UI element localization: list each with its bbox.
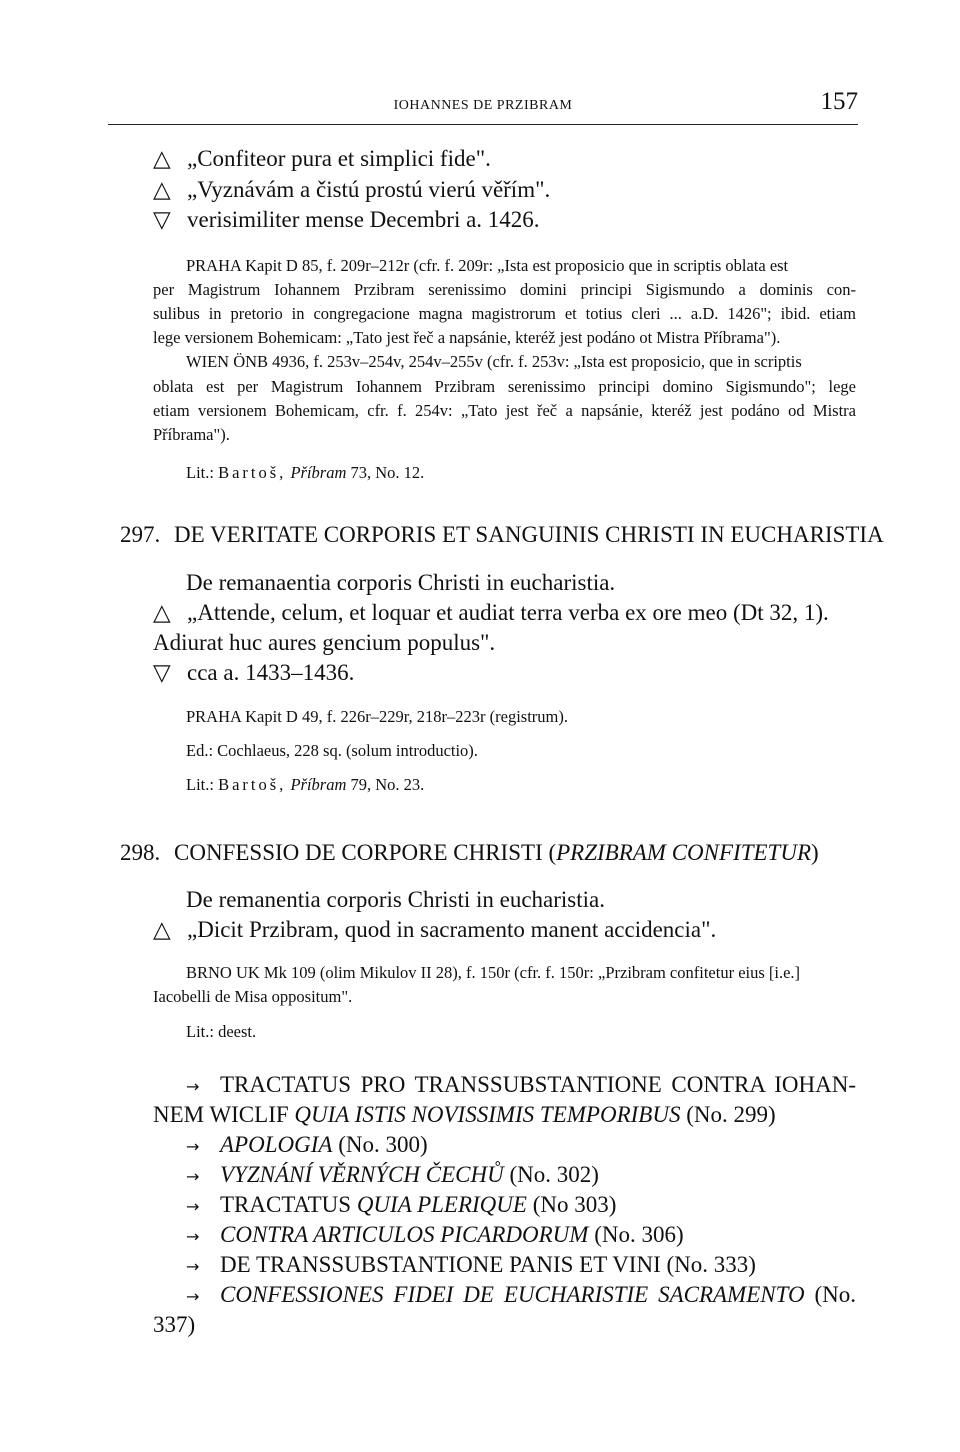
entry-subtitle: De remanaentia corporis Christi in eucharistia. bbox=[186, 570, 616, 595]
incipit-triangle-icon: △ bbox=[153, 177, 171, 202]
explicit-text: cca a. 1433–1436. bbox=[187, 660, 355, 685]
edition-line: Ed.: Cochlaeus, 228 sq. (solum introductio). bbox=[186, 741, 478, 760]
manuscript-line: per Magistrum Iohannem Przibram serenissimo domini principi Sigismundo a dominis con- bbox=[153, 280, 856, 299]
entry-number: 297. bbox=[120, 522, 161, 547]
entry-subtitle: De remanentia corporis Christi in eucharistia. bbox=[186, 887, 605, 912]
incipit-czech-line bbox=[153, 177, 550, 203]
reference-title: QUIA ISTIS NOVISSIMIS TEMPORIBUS bbox=[294, 1102, 681, 1127]
reference-number: (No 303) bbox=[526, 1192, 617, 1217]
reference-title: QUIA PLERIQUE bbox=[356, 1192, 527, 1217]
literature-line: Lit.: deest. bbox=[186, 1022, 257, 1041]
reference-line bbox=[186, 1132, 428, 1158]
entry-title: CONFESSIO DE CORPORE CHRISTI ( bbox=[174, 840, 557, 865]
reference-continuation: 337) bbox=[153, 1312, 196, 1337]
explicit-triangle-icon: ▽ bbox=[153, 660, 171, 685]
incipit-latin-line bbox=[153, 146, 491, 172]
explicit-line bbox=[153, 660, 354, 686]
literature-line bbox=[186, 463, 424, 483]
arrow-right-icon: → bbox=[186, 1227, 200, 1246]
manuscript-line: PRAHA Kapit D 85, f. 209r–212r (cfr. f. 209r: „Ista est proposicio que in scriptis oblata est bbox=[186, 256, 789, 275]
incipit-triangle-icon: △ bbox=[153, 600, 171, 625]
manuscript-line: Iacobelli de Misa oppositum". bbox=[153, 987, 353, 1006]
literature-author: Bartoš, bbox=[218, 463, 287, 482]
arrow-right-icon: → bbox=[186, 1287, 200, 1306]
reference-line bbox=[153, 1102, 776, 1128]
incipit-czech-text: „Vyznávám a čistú prostú vierú věřím". bbox=[187, 177, 551, 202]
arrow-right-icon: → bbox=[186, 1257, 200, 1276]
reference-line bbox=[186, 1252, 756, 1278]
entry-number: 298. bbox=[120, 840, 161, 865]
explicit-line bbox=[153, 207, 540, 233]
explicit-text: verisimiliter mense Decembri a. 1426. bbox=[187, 207, 540, 232]
literature-ref: 73, No. 12. bbox=[350, 463, 425, 482]
incipit-latin-text: „Confiteor pura et simplici fide". bbox=[187, 146, 491, 171]
reference-text: DE TRANSSUBSTANTIONE PANIS ET VINI (No. 333) bbox=[220, 1252, 756, 1277]
reference-text: NEM WICLIF bbox=[153, 1102, 295, 1127]
entry-heading-298 bbox=[120, 840, 819, 866]
reference-text: TRACTATUS PRO TRANSSUBSTANTIONE CONTRA IOHAN- bbox=[220, 1072, 856, 1097]
running-header bbox=[108, 88, 858, 125]
entry-title: DE VERITATE CORPORIS ET SANGUINIS CHRISTI IN EUCHARISTIA bbox=[174, 522, 884, 547]
reference-number: (No. 302) bbox=[503, 1162, 599, 1187]
entry-title-close: ) bbox=[811, 840, 819, 865]
incipit-line bbox=[153, 600, 829, 626]
manuscript-line: sulibus in pretorio in congregacione magna magistrorum et totius cleri ... a.D. 1426"; ibid. etiam bbox=[153, 304, 856, 323]
reference-title: CONTRA ARTICULOS PICARDORUM bbox=[220, 1222, 589, 1247]
literature-label: Lit.: bbox=[186, 463, 214, 482]
reference-title: APOLOGIA bbox=[220, 1132, 333, 1157]
reference-number: (No. 300) bbox=[332, 1132, 428, 1157]
page-number: 157 bbox=[820, 88, 858, 115]
reference-number: (No. 299) bbox=[680, 1102, 776, 1127]
explicit-triangle-icon: ▽ bbox=[153, 207, 171, 232]
incipit-triangle-icon: △ bbox=[153, 917, 171, 942]
incipit-text: „Dicit Przibram, quod in sacramento manent accidencia". bbox=[187, 917, 717, 942]
running-title: IOHANNES DE PRZIBRAM bbox=[393, 98, 573, 113]
manuscript-line: oblata est per Magistrum Iohannem Przibram serenissimo principi domino Sigismundo"; lege bbox=[153, 377, 856, 396]
manuscript-line: BRNO UK Mk 109 (olim Mikulov II 28), f. 150r (cfr. f. 150r: „Przibram confitetur eius [i.e.] bbox=[186, 963, 801, 982]
arrow-right-icon: → bbox=[186, 1197, 200, 1216]
reference-line bbox=[186, 1222, 684, 1248]
reference-line bbox=[186, 1282, 856, 1308]
reference-line bbox=[186, 1072, 856, 1098]
literature-author: Bartoš, bbox=[218, 775, 287, 794]
manuscript-line: lege versionem Bohemicam: „Tato jest řeč a napsánie, kteréž jest podáno ot Mistra Příbrama"). bbox=[153, 328, 781, 347]
incipit-triangle-icon: △ bbox=[153, 146, 171, 171]
literature-label: Lit.: bbox=[186, 775, 214, 794]
literature-ref: 79, No. 23. bbox=[350, 775, 425, 794]
manuscript-line: PRAHA Kapit D 49, f. 226r–229r, 218r–223r (registrum). bbox=[186, 707, 569, 726]
literature-work: Příbram bbox=[290, 775, 347, 794]
incipit-continuation: Adiurat huc aures gencium populus". bbox=[153, 630, 496, 655]
literature-line bbox=[186, 775, 424, 795]
arrow-right-icon: → bbox=[186, 1167, 200, 1186]
manuscript-line: etiam versionem Bohemicam, cfr. f. 254v: „Tato jest řeč a napsánie, kteréž jest podáno od Mistra bbox=[153, 401, 856, 420]
entry-title-italic: PRZIBRAM CONFITETUR bbox=[556, 840, 812, 865]
reference-title: CONFESSIONES FIDEI DE EUCHARISTIE SACRAMENTO bbox=[220, 1282, 805, 1307]
manuscript-line: WIEN ÖNB 4936, f. 253v–254v, 254v–255v (cfr. f. 253v: „Ista est proposicio, que in scriptis bbox=[186, 352, 802, 371]
reference-number: (No. bbox=[804, 1282, 856, 1307]
incipit-line bbox=[153, 917, 716, 943]
reference-number: (No. 306) bbox=[588, 1222, 684, 1247]
reference-line bbox=[186, 1162, 599, 1188]
reference-text: TRACTATUS bbox=[220, 1192, 357, 1217]
entry-heading-297 bbox=[120, 522, 884, 548]
manuscript-line: Příbrama"). bbox=[153, 425, 230, 444]
incipit-text: „Attende, celum, et loquar et audiat terra verba ex ore meo (Dt 32, 1). bbox=[187, 600, 829, 625]
reference-line bbox=[186, 1192, 616, 1218]
reference-title: VYZNÁNÍ VĚRNÝCH ČECHŮ bbox=[220, 1162, 504, 1187]
arrow-right-icon: → bbox=[186, 1137, 200, 1156]
arrow-right-icon: → bbox=[186, 1077, 200, 1096]
literature-work: Příbram bbox=[290, 463, 347, 482]
